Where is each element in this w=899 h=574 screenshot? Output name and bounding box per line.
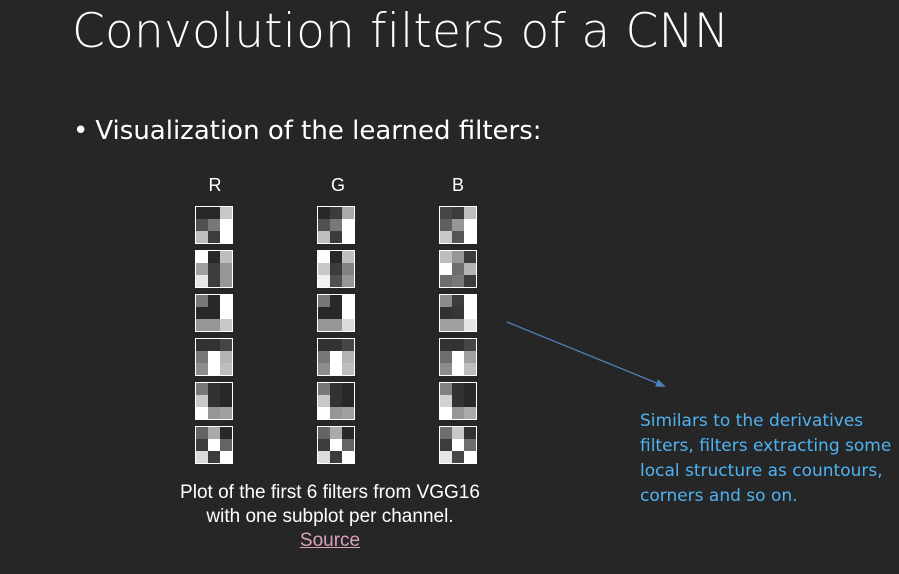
filter-cell <box>342 351 354 363</box>
filter-cell <box>208 251 220 263</box>
filter-cell <box>318 207 330 219</box>
slide-title: Convolution filters of a CNN <box>72 4 730 59</box>
filter-cell <box>342 275 354 287</box>
filter-cell <box>452 363 464 375</box>
filter-cell <box>330 207 342 219</box>
filter-cell <box>464 307 476 319</box>
filter-cell <box>220 339 232 351</box>
filter-cell <box>440 439 452 451</box>
filter-cell <box>208 307 220 319</box>
filter-cell <box>196 351 208 363</box>
filter-cell <box>342 363 354 375</box>
filter-cell <box>220 307 232 319</box>
filter-1-b <box>440 207 477 244</box>
note-line-1: Similars to the derivatives <box>640 411 864 431</box>
filter-cell <box>452 231 464 243</box>
filter-cell <box>342 451 354 463</box>
filter-cell <box>196 295 208 307</box>
filter-cell <box>440 251 452 263</box>
filter-cell <box>342 231 354 243</box>
filter-cell <box>220 439 232 451</box>
filter-cell <box>464 263 476 275</box>
filter-cell <box>208 427 220 439</box>
filter-cell <box>318 427 330 439</box>
filter-cell <box>342 427 354 439</box>
filter-cell <box>452 251 464 263</box>
filter-cell <box>196 263 208 275</box>
filter-cell <box>452 275 464 287</box>
filter-cell <box>208 231 220 243</box>
filter-cell <box>196 339 208 351</box>
filter-5-g <box>318 383 355 420</box>
channel-label-b: B <box>451 175 464 195</box>
filter-5-b <box>440 383 477 420</box>
filter-cell <box>196 395 208 407</box>
note-line-2: filters, filters extracting some <box>640 436 892 456</box>
filter-cell <box>330 363 342 375</box>
filter-cell <box>342 263 354 275</box>
filter-cell <box>452 219 464 231</box>
filter-cell <box>440 275 452 287</box>
filter-cell <box>220 219 232 231</box>
filter-cell <box>196 439 208 451</box>
filter-4-b <box>440 339 477 376</box>
filter-cell <box>464 339 476 351</box>
filter-cell <box>220 319 232 331</box>
filter-cell <box>452 339 464 351</box>
filter-cell <box>464 219 476 231</box>
filter-cell <box>208 219 220 231</box>
filter-3-r <box>196 295 233 332</box>
filter-cell <box>196 251 208 263</box>
filter-4-g <box>318 339 355 376</box>
filter-cell <box>440 383 452 395</box>
filter-cell <box>440 427 452 439</box>
filter-cell <box>330 319 342 331</box>
bullet-dot-icon: • <box>73 116 89 146</box>
filter-cell <box>452 439 464 451</box>
filter-cell <box>220 351 232 363</box>
filter-cell <box>318 275 330 287</box>
filter-cell <box>196 427 208 439</box>
filter-5-r <box>196 383 233 420</box>
filter-cell <box>318 219 330 231</box>
figure-caption <box>150 481 510 553</box>
filter-cell <box>342 395 354 407</box>
filter-6-b <box>440 427 477 464</box>
filter-cell <box>452 451 464 463</box>
filter-cell <box>318 395 330 407</box>
filter-cell <box>220 451 232 463</box>
filter-3-g <box>318 295 355 332</box>
filter-cell <box>440 319 452 331</box>
filter-cell <box>464 207 476 219</box>
filter-cell <box>342 407 354 419</box>
filter-cell <box>452 307 464 319</box>
filter-cell <box>464 351 476 363</box>
filter-cell <box>440 207 452 219</box>
filter-3-b <box>440 295 477 332</box>
filter-cell <box>440 363 452 375</box>
filter-cell <box>452 351 464 363</box>
filter-cell <box>196 275 208 287</box>
filter-cell <box>208 363 220 375</box>
bullet-text: Visualization of the learned filters: <box>95 116 542 146</box>
filter-cell <box>196 451 208 463</box>
filter-cell <box>342 295 354 307</box>
filter-cell <box>220 295 232 307</box>
filter-cell <box>318 319 330 331</box>
filter-cell <box>440 295 452 307</box>
filter-cell <box>330 295 342 307</box>
filter-cell <box>196 407 208 419</box>
channel-label-r: R <box>208 175 222 195</box>
filter-cell <box>196 219 208 231</box>
filter-cell <box>342 307 354 319</box>
filter-cell <box>220 275 232 287</box>
filter-cell <box>318 383 330 395</box>
filter-cell <box>342 339 354 351</box>
filter-cell <box>330 251 342 263</box>
filter-cell <box>440 395 452 407</box>
filter-cell <box>208 339 220 351</box>
filter-cell <box>464 275 476 287</box>
filter-cell <box>464 383 476 395</box>
filter-cell <box>464 407 476 419</box>
filter-cell <box>330 219 342 231</box>
filter-cell <box>208 275 220 287</box>
filter-cell <box>452 295 464 307</box>
filter-cell <box>342 383 354 395</box>
filter-cell <box>464 319 476 331</box>
filter-cell <box>330 427 342 439</box>
filter-cell <box>330 439 342 451</box>
filter-cell <box>330 351 342 363</box>
filter-1-g <box>318 207 355 244</box>
filter-cell <box>208 295 220 307</box>
filter-cell <box>342 439 354 451</box>
filter-cell <box>208 263 220 275</box>
filter-grid <box>196 207 477 464</box>
filter-cell <box>220 383 232 395</box>
filter-cell <box>318 251 330 263</box>
filter-6-g <box>318 427 355 464</box>
filter-cell <box>342 207 354 219</box>
filter-cell <box>464 427 476 439</box>
filter-cell <box>330 383 342 395</box>
filter-cell <box>330 395 342 407</box>
filter-cell <box>208 395 220 407</box>
filter-cell <box>220 207 232 219</box>
source-link[interactable]: Source <box>299 530 361 551</box>
note-line-4: corners and so on. <box>640 486 798 506</box>
channel-label-g: G <box>330 175 345 195</box>
filter-cell <box>318 263 330 275</box>
filter-cell <box>208 207 220 219</box>
filter-cell <box>220 427 232 439</box>
caption-line-1: Plot of the first 6 filters from VGG16 <box>180 482 480 503</box>
filter-cell <box>220 231 232 243</box>
filter-cell <box>452 263 464 275</box>
filter-cell <box>440 351 452 363</box>
filter-cell <box>342 319 354 331</box>
filter-cell <box>440 263 452 275</box>
filter-cell <box>208 451 220 463</box>
filter-cell <box>330 451 342 463</box>
filter-cell <box>440 451 452 463</box>
filter-cell <box>318 351 330 363</box>
filter-cell <box>318 295 330 307</box>
filter-1-r <box>196 207 233 244</box>
filter-4-r <box>196 339 233 376</box>
filter-cell <box>318 231 330 243</box>
filter-cell <box>196 319 208 331</box>
filter-cell <box>318 339 330 351</box>
filter-cell <box>464 439 476 451</box>
filter-cell <box>464 231 476 243</box>
filter-cell <box>318 439 330 451</box>
filter-cell <box>318 363 330 375</box>
filter-cell <box>196 207 208 219</box>
filter-cell <box>196 383 208 395</box>
filter-cell <box>196 307 208 319</box>
filter-cell <box>208 383 220 395</box>
filter-cell <box>452 207 464 219</box>
note-line-3: local structure as countours, <box>640 461 883 481</box>
filter-cell <box>318 451 330 463</box>
filter-cell <box>208 319 220 331</box>
filter-cell <box>330 263 342 275</box>
filter-cell <box>208 351 220 363</box>
filter-cell <box>330 231 342 243</box>
filter-cell <box>330 407 342 419</box>
filter-cell <box>464 395 476 407</box>
filter-cell <box>440 307 452 319</box>
filter-cell <box>208 407 220 419</box>
filter-cell <box>220 263 232 275</box>
filter-cell <box>452 383 464 395</box>
filter-cell <box>318 407 330 419</box>
filter-cell <box>220 363 232 375</box>
filter-cell <box>196 231 208 243</box>
filter-cell <box>342 251 354 263</box>
filter-cell <box>452 407 464 419</box>
filter-2-r <box>196 251 233 288</box>
filter-cell <box>464 451 476 463</box>
filter-cell <box>452 319 464 331</box>
filter-cell <box>464 251 476 263</box>
filter-cell <box>440 219 452 231</box>
pointer-arrow <box>507 322 664 386</box>
caption-line-2: with one subplot per channel. <box>206 506 454 527</box>
filter-2-g <box>318 251 355 288</box>
filter-cell <box>318 307 330 319</box>
annotation-note <box>640 409 895 509</box>
filter-cell <box>330 275 342 287</box>
filter-cell <box>220 395 232 407</box>
filter-cell <box>196 363 208 375</box>
filter-cell <box>452 427 464 439</box>
filter-cell <box>464 295 476 307</box>
filter-cell <box>440 407 452 419</box>
filter-cell <box>208 439 220 451</box>
filter-cell <box>330 339 342 351</box>
filter-cell <box>464 363 476 375</box>
filter-cell <box>452 395 464 407</box>
filter-cell <box>330 307 342 319</box>
filter-cell <box>440 339 452 351</box>
filter-cell <box>440 231 452 243</box>
filter-cell <box>220 407 232 419</box>
filter-2-b <box>440 251 477 288</box>
filter-cell <box>220 251 232 263</box>
filter-6-r <box>196 427 233 464</box>
filter-cell <box>342 219 354 231</box>
